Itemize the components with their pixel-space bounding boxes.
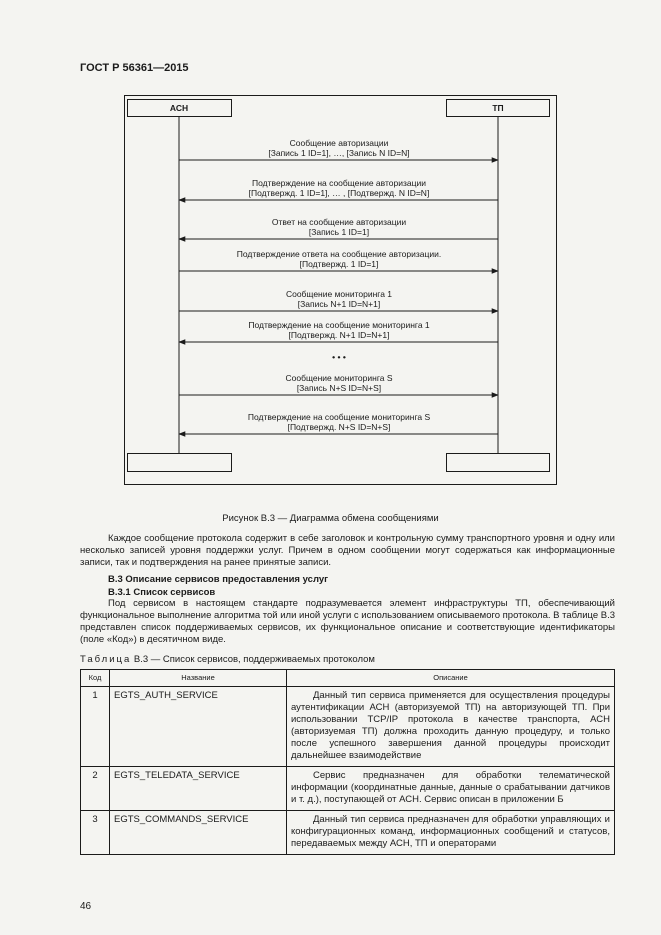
document-header: ГОСТ Р 56361—2015 [80, 62, 189, 74]
table-row [81, 811, 615, 855]
message-label: [Запись 1 ID=1], …, [Запись N ID=N] [268, 148, 410, 158]
col-header-description: Описание [287, 670, 615, 687]
right-bottom-box [447, 454, 550, 472]
right-entity-label: ТП [492, 103, 504, 113]
message-label: [Подтвержд. N+S ID=N+S] [287, 422, 391, 432]
cell-code: 2 [81, 767, 110, 811]
section-heading-b3: В.3 Описание сервисов предоставления услуг [108, 574, 329, 585]
section-heading-b31: В.3.1 Список сервисов [108, 587, 216, 598]
cell-description: Данный тип сервиса применяется для осуществления процедуры аутентификации АСН (авторизуемой ТП) на авторизующей ТП. При использовании TCP/IP протокола в качестве транспорта, АСН (авторизуемая ТП) должна проходить данную процедуру, и только после успешного завершения данной процедуры происходит дальнейшее взаимодействие [287, 687, 615, 767]
table-row [81, 767, 615, 811]
cell-name: EGTS_COMMANDS_SERVICE [110, 811, 287, 855]
table-caption-text: В.3 — Список сервисов, поддерживаемых протоколом [133, 654, 375, 665]
col-header-code: Код [81, 670, 110, 687]
message-label: [Запись N+S ID=N+S] [296, 383, 382, 393]
cell-name: EGTS_TELEDATA_SERVICE [110, 767, 287, 811]
message-label: Ответ на сообщение авторизации [271, 217, 407, 227]
message-label: Сообщение мониторинга S [285, 373, 393, 383]
page-number: 46 [80, 901, 92, 912]
paragraph-messages: Каждое сообщение протокола содержит в себе заголовок и контрольную сумму транспортного уровня и одну или несколько записей уровня поддержки услуг. Причем в одном сообщении могут содержаться как информационные записи, так и подтверждения на ранее принятые записи. [80, 533, 615, 568]
message-label: [Запись 1 ID=1] [308, 227, 370, 237]
left-bottom-box [128, 454, 232, 472]
cell-code: 1 [81, 687, 110, 767]
cell-code: 3 [81, 811, 110, 855]
figure-caption: Рисунок В.3 — Диаграмма обмена сообщениями [222, 513, 439, 524]
col-header-name: Название [110, 670, 287, 687]
cell-description: Данный тип сервиса предназначен для обработки управляющих и конфигурационных команд, информационных сообщений и статусов, передаваемых между АСН, ТП и операторами [287, 811, 615, 855]
message-label: Подтверждение на сообщение мониторинга S [247, 412, 431, 422]
message-label: Подтверждение ответа на сообщение авторизации. [236, 249, 442, 259]
ellipsis: • • • [332, 352, 346, 362]
table-row [81, 687, 615, 767]
message-label: Сообщение мониторинга 1 [285, 289, 393, 299]
message-label: Подтверждение на сообщение мониторинга 1 [248, 320, 430, 330]
left-entity-label: АСН [169, 103, 189, 113]
message-label: Сообщение авторизации [289, 138, 389, 148]
message-label: Подтверждение на сообщение авторизации [252, 178, 426, 188]
cell-name: EGTS_AUTH_SERVICE [110, 687, 287, 767]
paragraph-services: Под сервисом в настоящем стандарте подразумевается элемент инфраструктуры ТП, обеспечивающий функциональное выполнение алгоритма той или иной услуги с использованием описываемого протокола. В таблице В.3 представлен список поддерживаемых сервисов, их функциональное описание и соответствующие идентификаторы (поле «Код») в десятичном виде. [80, 598, 616, 645]
table-caption-prefix: Таблица [80, 654, 132, 665]
services-table [80, 669, 615, 855]
message-label: [Запись N+1 ID=N+1] [297, 299, 381, 309]
message-label: [Подтвержд. N+1 ID=N+1] [288, 330, 390, 340]
table-caption [80, 654, 375, 665]
message-label: [Подтвержд. 1 ID=1], … , [Подтвержд. N ID=N] [248, 188, 430, 198]
cell-description: Сервис предназначен для обработки телематической информации (координатные данные, данные о срабатывании датчиков и т. д.), поступающей от АСН. Сервис описан в приложении Б [287, 767, 615, 811]
message-label: [Подтвержд. 1 ID=1] [299, 259, 379, 269]
